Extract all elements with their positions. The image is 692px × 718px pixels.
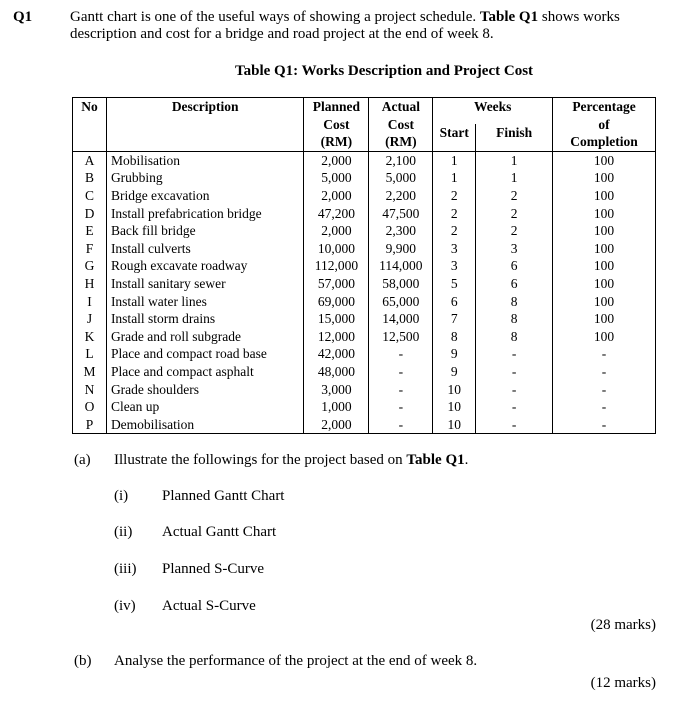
row-no: A	[73, 151, 107, 169]
row-description: Back fill bridge	[106, 222, 304, 240]
header-planned-cost: Planned Cost (RM)	[304, 98, 369, 152]
row-actual-cost: 65,000	[369, 293, 433, 311]
part-a-item-text: Actual S-Curve	[162, 598, 256, 614]
part-a-text: Illustrate the followings for the project based on Table Q1.	[114, 452, 469, 468]
row-actual-cost: 47,500	[369, 205, 433, 223]
row-actual-cost: -	[369, 345, 433, 363]
row-actual-cost: 14,000	[369, 310, 433, 328]
row-planned-cost: 69,000	[304, 293, 369, 311]
row-start-week: 7	[433, 310, 476, 328]
row-finish-week: -	[476, 345, 553, 363]
intro-table-ref: Table Q1	[479, 9, 539, 25]
row-actual-cost: -	[369, 398, 433, 416]
table-row	[73, 169, 656, 187]
row-percentage: 100	[553, 222, 656, 240]
table-row	[73, 310, 656, 328]
row-percentage: 100	[553, 205, 656, 223]
header-description: Description	[106, 98, 304, 152]
table-row	[73, 151, 656, 169]
row-start-week: 3	[433, 257, 476, 275]
row-percentage: 100	[553, 187, 656, 205]
row-finish-week: 2	[476, 222, 553, 240]
row-start-week: 9	[433, 363, 476, 381]
row-start-week: 6	[433, 293, 476, 311]
row-actual-cost: 58,000	[369, 275, 433, 293]
row-start-week: 1	[433, 151, 476, 169]
row-start-week: 3	[433, 240, 476, 258]
row-finish-week: 8	[476, 328, 553, 346]
part-b-marks: (12 marks)	[590, 675, 656, 691]
part-a-label: (a)	[74, 452, 91, 468]
part-a-item-num: (iv)	[114, 598, 136, 614]
works-table	[72, 97, 656, 434]
row-no: B	[73, 169, 107, 187]
row-percentage: 100	[553, 293, 656, 311]
row-no: F	[73, 240, 107, 258]
row-planned-cost: 10,000	[304, 240, 369, 258]
row-no: C	[73, 187, 107, 205]
row-description: Grade shoulders	[106, 381, 304, 399]
table-row	[73, 222, 656, 240]
row-actual-cost: 5,000	[369, 169, 433, 187]
row-description: Install prefabrication bridge	[106, 205, 304, 223]
row-finish-week: -	[476, 398, 553, 416]
row-start-week: 1	[433, 169, 476, 187]
part-b-text: Analyse the performance of the project at the end of week 8.	[114, 653, 478, 669]
row-percentage: 100	[553, 310, 656, 328]
row-no: P	[73, 416, 107, 434]
row-planned-cost: 15,000	[304, 310, 369, 328]
table-row	[73, 328, 656, 346]
row-finish-week: -	[476, 416, 553, 434]
row-no: I	[73, 293, 107, 311]
row-start-week: 2	[433, 222, 476, 240]
row-finish-week: -	[476, 363, 553, 381]
row-finish-week: 8	[476, 293, 553, 311]
row-actual-cost: 2,200	[369, 187, 433, 205]
row-description: Place and compact road base	[106, 345, 304, 363]
table-row	[73, 416, 656, 434]
row-planned-cost: 2,000	[304, 151, 369, 169]
row-finish-week: 8	[476, 310, 553, 328]
row-no: H	[73, 275, 107, 293]
row-description: Install storm drains	[106, 310, 304, 328]
row-planned-cost: 57,000	[304, 275, 369, 293]
row-planned-cost: 5,000	[304, 169, 369, 187]
row-planned-cost: 112,000	[304, 257, 369, 275]
row-finish-week: 6	[476, 275, 553, 293]
row-percentage: -	[553, 398, 656, 416]
row-percentage: 100	[553, 328, 656, 346]
part-a-item-num: (i)	[114, 488, 129, 504]
row-start-week: 9	[433, 345, 476, 363]
table-row	[73, 381, 656, 399]
header-actual-cost: Actual Cost (RM)	[369, 98, 433, 152]
row-planned-cost: 48,000	[304, 363, 369, 381]
part-a-item-num: (ii)	[114, 524, 133, 540]
part-a-marks: (28 marks)	[590, 617, 656, 633]
part-a-item-text: Planned S-Curve	[162, 561, 265, 577]
row-description: Bridge excavation	[106, 187, 304, 205]
row-percentage: 100	[553, 151, 656, 169]
row-description: Demobilisation	[106, 416, 304, 434]
header-start: Start	[433, 124, 476, 151]
row-percentage: 100	[553, 240, 656, 258]
row-actual-cost: 2,100	[369, 151, 433, 169]
row-finish-week: 3	[476, 240, 553, 258]
row-actual-cost: 2,300	[369, 222, 433, 240]
row-description: Place and compact asphalt	[106, 363, 304, 381]
part-b-label: (b)	[74, 653, 92, 669]
row-planned-cost: 2,000	[304, 222, 369, 240]
row-no: J	[73, 310, 107, 328]
row-start-week: 2	[433, 205, 476, 223]
row-description: Clean up	[106, 398, 304, 416]
row-start-week: 2	[433, 187, 476, 205]
table-row	[73, 398, 656, 416]
row-finish-week: -	[476, 381, 553, 399]
table-row	[73, 257, 656, 275]
row-start-week: 5	[433, 275, 476, 293]
row-no: D	[73, 205, 107, 223]
row-no: O	[73, 398, 107, 416]
table-row	[73, 240, 656, 258]
question-number: Q1	[13, 9, 33, 25]
row-percentage: 100	[553, 275, 656, 293]
table-title: Table Q1: Works Description and Project Cost	[234, 63, 534, 79]
row-description: Mobilisation	[106, 151, 304, 169]
row-no: K	[73, 328, 107, 346]
row-actual-cost: -	[369, 416, 433, 434]
row-no: M	[73, 363, 107, 381]
row-finish-week: 2	[476, 205, 553, 223]
header-no: No	[73, 98, 107, 152]
row-percentage: -	[553, 345, 656, 363]
row-actual-cost: -	[369, 363, 433, 381]
row-start-week: 10	[433, 398, 476, 416]
header-finish: Finish	[476, 124, 553, 151]
row-planned-cost: 2,000	[304, 416, 369, 434]
row-description: Install culverts	[106, 240, 304, 258]
table-row	[73, 275, 656, 293]
row-actual-cost: -	[369, 381, 433, 399]
part-a-item-text: Actual Gantt Chart	[162, 524, 277, 540]
question-intro	[70, 9, 670, 43]
row-no: G	[73, 257, 107, 275]
intro-text-2: shows works	[538, 9, 620, 25]
part-a-item-num: (iii)	[114, 561, 137, 577]
row-finish-week: 2	[476, 187, 553, 205]
row-description: Grubbing	[106, 169, 304, 187]
row-description: Rough excavate roadway	[106, 257, 304, 275]
row-finish-week: 6	[476, 257, 553, 275]
row-description: Install sanitary sewer	[106, 275, 304, 293]
row-planned-cost: 12,000	[304, 328, 369, 346]
table-row	[73, 205, 656, 223]
row-actual-cost: 9,900	[369, 240, 433, 258]
row-planned-cost: 47,200	[304, 205, 369, 223]
row-percentage: 100	[553, 169, 656, 187]
row-description: Grade and roll subgrade	[106, 328, 304, 346]
intro-text-3: description and cost for a bridge and road project at the end of week 8.	[70, 26, 494, 42]
row-percentage: -	[553, 363, 656, 381]
row-start-week: 8	[433, 328, 476, 346]
row-start-week: 10	[433, 416, 476, 434]
row-description: Install water lines	[106, 293, 304, 311]
table-row	[73, 363, 656, 381]
table-row	[73, 187, 656, 205]
row-actual-cost: 114,000	[369, 257, 433, 275]
table-row	[73, 293, 656, 311]
table-row	[73, 345, 656, 363]
row-actual-cost: 12,500	[369, 328, 433, 346]
part-a-item-text: Planned Gantt Chart	[162, 488, 285, 504]
row-no: N	[73, 381, 107, 399]
header-weeks: Weeks	[433, 98, 553, 125]
intro-text-1: Gantt chart is one of the useful ways of showing a project schedule.	[70, 9, 480, 25]
row-planned-cost: 2,000	[304, 187, 369, 205]
header-percentage: Percentage of Completion	[553, 98, 656, 152]
row-finish-week: 1	[476, 151, 553, 169]
row-percentage: -	[553, 381, 656, 399]
row-no: E	[73, 222, 107, 240]
row-planned-cost: 1,000	[304, 398, 369, 416]
row-planned-cost: 3,000	[304, 381, 369, 399]
row-start-week: 10	[433, 381, 476, 399]
row-percentage: -	[553, 416, 656, 434]
row-planned-cost: 42,000	[304, 345, 369, 363]
row-finish-week: 1	[476, 169, 553, 187]
row-no: L	[73, 345, 107, 363]
row-percentage: 100	[553, 257, 656, 275]
